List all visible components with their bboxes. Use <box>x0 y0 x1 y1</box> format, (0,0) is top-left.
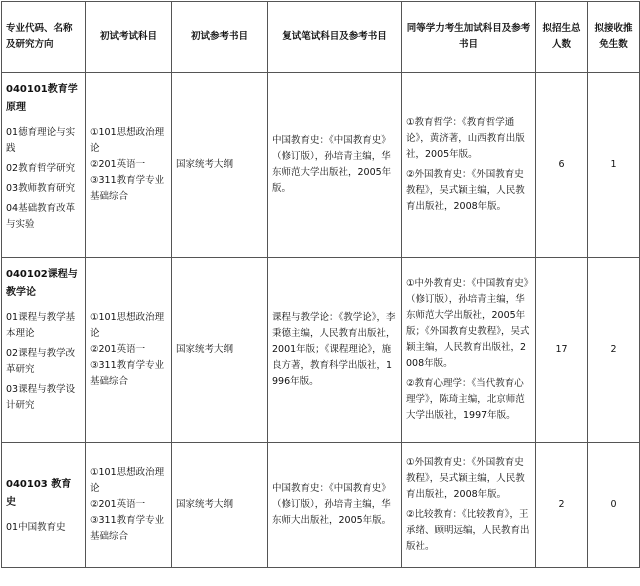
retest-cell: 课程与教学论：《教学论》，李秉德主编，人民教育出版社，2001年版；《课程理论》，施良方著，教育科学出版社，1996年版。 <box>268 258 402 443</box>
exam-subject: ①101思想政治理论 <box>90 467 165 494</box>
extra-subject: ①外国教育史：《外国教育史教程》，吴式颖主编，人民教育出版社，2008年版。 <box>406 457 525 500</box>
header-exempt: 拟接收推免生数 <box>588 2 640 73</box>
header-row <box>2 2 640 73</box>
exam-subject: ③311教育学专业基础综合 <box>90 360 165 387</box>
exempt-cell: 0 <box>588 443 640 568</box>
retest-cell: 中国教育史：《中国教育史》（修订版），孙培青主编，华东师大出版社，2005年版。 <box>268 443 402 568</box>
header-initial-ref: 初试参考书目 <box>172 2 268 73</box>
extra-subject: ①中外教育史：《中国教育史》（修订版），孙培青主编，华东师范大学出版社，2005年版；《外国教育史教程》，吴式颖主编，人民教育出版社，2008年版。 <box>406 278 530 369</box>
major-cell <box>2 73 86 258</box>
table-row <box>2 443 640 568</box>
admissions-table <box>1 1 640 568</box>
retest-cell: 中国教育史：《中国教育史》（修订版），孙培青主编，华东师范大学出版社，2005年版。 <box>268 73 402 258</box>
direction: 03课程与教学设计研究 <box>6 384 76 411</box>
extra-subject: ①教育哲学：《教育哲学通论》，黄济著，山西教育出版社，2005年版。 <box>406 117 525 160</box>
exam-subject: ①101思想政治理论 <box>90 312 165 339</box>
ref-cell: 国家统考大纲 <box>172 73 268 258</box>
header-major: 专业代码、名称及研究方向 <box>2 2 86 73</box>
ref-cell: 国家统考大纲 <box>172 258 268 443</box>
exam-subject: ③311教育学专业基础综合 <box>90 515 165 542</box>
exam-subject: ②201英语一 <box>90 159 146 170</box>
direction: 01中国教育史 <box>6 522 66 533</box>
total-cell: 17 <box>536 258 588 443</box>
exam-subject: ③311教育学专业基础综合 <box>90 175 165 202</box>
header-total: 拟招生总人数 <box>536 2 588 73</box>
header-initial-exam: 初试考试科目 <box>86 2 172 73</box>
exempt-cell: 1 <box>588 73 640 258</box>
direction: 02教育哲学研究 <box>6 163 76 174</box>
total-cell: 6 <box>536 73 588 258</box>
direction: 02课程与教学改革研究 <box>6 348 76 375</box>
exam-subject: ②201英语一 <box>90 499 146 510</box>
extra-subject: ②教育心理学：《当代教育心理学》，陈琦主编，北京师范大学出版社，1997年版。 <box>406 378 525 421</box>
extra-subject: ②外国教育史：《外国教育史教程》，吴式颖主编，人民教育出版社，2008年版。 <box>406 169 525 212</box>
direction: 01德育理论与实践 <box>6 127 76 154</box>
direction: 04基础教育改革与实验 <box>6 203 76 230</box>
exam-cell <box>86 443 172 568</box>
extra-cell <box>402 258 536 443</box>
major-cell <box>2 443 86 568</box>
direction: 03教师教育研究 <box>6 183 76 194</box>
header-retest: 复试笔试科目及参考书目 <box>268 2 402 73</box>
major-cell <box>2 258 86 443</box>
exam-cell <box>86 73 172 258</box>
table-row <box>2 258 640 443</box>
exam-subject: ②201英语一 <box>90 344 146 355</box>
major-code: 040101教育学原理 <box>6 84 78 113</box>
direction: 01课程与教学基本理论 <box>6 312 76 339</box>
extra-cell <box>402 443 536 568</box>
ref-cell: 国家统考大纲 <box>172 443 268 568</box>
extra-subject: ②比较教育：《比较教育》，王承绪、顾明远编，人民教育出版社。 <box>406 509 530 552</box>
header-extra-exam: 同等学力考生加试科目及参考书目 <box>402 2 536 73</box>
total-cell: 2 <box>536 443 588 568</box>
exam-subject: ①101思想政治理论 <box>90 127 165 154</box>
major-code: 040102课程与教学论 <box>6 269 78 298</box>
exam-cell <box>86 258 172 443</box>
exempt-cell: 2 <box>588 258 640 443</box>
extra-cell <box>402 73 536 258</box>
table-row <box>2 73 640 258</box>
major-code: 040103 教育史 <box>6 479 72 508</box>
